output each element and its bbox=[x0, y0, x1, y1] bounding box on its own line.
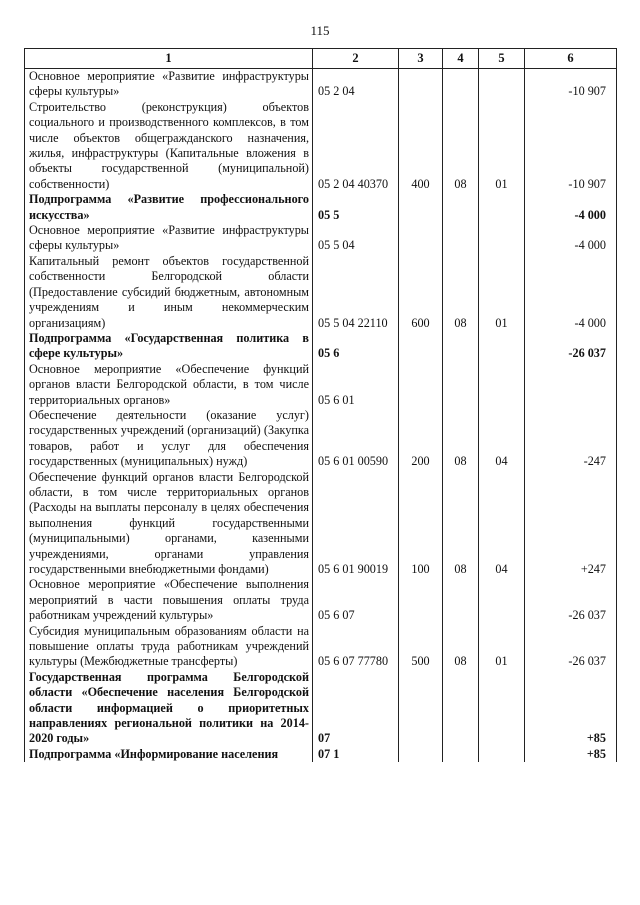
table-body bbox=[25, 69, 617, 763]
row-subsection-cell bbox=[479, 331, 525, 362]
row-section-cell bbox=[443, 362, 479, 408]
row-name-cell: Подпрограмма «Государственная политика в сфере культуры» bbox=[25, 331, 313, 362]
column-header-pr: 5 bbox=[479, 49, 525, 69]
row-code-cell: 05 5 04 bbox=[313, 223, 399, 254]
table-row bbox=[25, 670, 617, 747]
row-code-cell: 05 2 04 40370 bbox=[313, 100, 399, 192]
row-subsection-cell bbox=[479, 223, 525, 254]
row-amount-cell: -10 907 bbox=[525, 100, 617, 192]
row-amount-cell: -247 bbox=[525, 408, 617, 470]
table-row bbox=[25, 331, 617, 362]
column-header-name: 1 bbox=[25, 49, 313, 69]
row-name-cell: Основное мероприятие «Развитие инфраструктуры сферы культуры» bbox=[25, 69, 313, 100]
row-section-cell bbox=[443, 577, 479, 623]
row-expense-type-cell bbox=[399, 331, 443, 362]
table-row bbox=[25, 223, 617, 254]
row-subsection-cell: 01 bbox=[479, 100, 525, 192]
table-row bbox=[25, 577, 617, 623]
table-row bbox=[25, 408, 617, 470]
row-subsection-cell bbox=[479, 192, 525, 223]
row-code-cell: 05 6 07 77780 bbox=[313, 624, 399, 670]
row-name-cell: Капитальный ремонт объектов государственной собственности Белгородской области (Предоставление субсидий бюджетным, автономным учреждениям и иным некоммерческим организациям) bbox=[25, 254, 313, 331]
row-expense-type-cell bbox=[399, 192, 443, 223]
row-amount-cell: +85 bbox=[525, 670, 617, 747]
row-section-cell: 08 bbox=[443, 624, 479, 670]
row-name-cell: Основное мероприятие «Обеспечение выполнения мероприятий в части повышения оплаты труда работникам учреждений культуры» bbox=[25, 577, 313, 623]
row-amount-cell: -4 000 bbox=[525, 192, 617, 223]
row-name-cell: Подпрограмма «Развитие профессионального искусства» bbox=[25, 192, 313, 223]
row-expense-type-cell bbox=[399, 223, 443, 254]
row-subsection-cell bbox=[479, 747, 525, 762]
row-name-cell: Субсидия муниципальным образованиям области на повышение оплаты труда работникам учреждений культуры (Межбюджетные трансферты) bbox=[25, 624, 313, 670]
row-code-cell: 05 6 01 bbox=[313, 362, 399, 408]
table-row bbox=[25, 254, 617, 331]
row-subsection-cell: 01 bbox=[479, 254, 525, 331]
budget-table bbox=[24, 48, 617, 762]
row-section-cell bbox=[443, 192, 479, 223]
table-row bbox=[25, 100, 617, 192]
row-name-cell: Строительство (реконструкция) объектов социального и производственного комплексов, в том числе объектов общегражданского назначения, жилья, инфраструктуры (Капитальные вложения в объекты государственной (муниципальной) собственности) bbox=[25, 100, 313, 192]
page-number: 115 bbox=[310, 23, 330, 38]
row-subsection-cell bbox=[479, 577, 525, 623]
header-row bbox=[25, 49, 617, 69]
row-amount-cell: -4 000 bbox=[525, 223, 617, 254]
row-expense-type-cell bbox=[399, 670, 443, 747]
row-code-cell: 07 bbox=[313, 670, 399, 747]
column-header-rz: 4 bbox=[443, 49, 479, 69]
column-header-vr: 3 bbox=[399, 49, 443, 69]
table-row bbox=[25, 69, 617, 100]
row-section-cell bbox=[443, 331, 479, 362]
row-subsection-cell bbox=[479, 69, 525, 100]
row-expense-type-cell: 600 bbox=[399, 254, 443, 331]
table-row bbox=[25, 192, 617, 223]
row-expense-type-cell bbox=[399, 577, 443, 623]
table-row bbox=[25, 470, 617, 578]
row-name-cell: Государственная программа Белгородской области «Обеспечение населения Белгородской области информацией о приоритетных направлениях региональной политики на 2014-2020 годы» bbox=[25, 670, 313, 747]
row-subsection-cell: 04 bbox=[479, 408, 525, 470]
row-section-cell: 08 bbox=[443, 254, 479, 331]
row-subsection-cell: 04 bbox=[479, 470, 525, 578]
row-name-cell: Подпрограмма «Информирование населения bbox=[25, 747, 313, 762]
row-name-cell: Основное мероприятие «Развитие инфраструктуры сферы культуры» bbox=[25, 223, 313, 254]
table-row bbox=[25, 362, 617, 408]
row-code-cell: 05 6 01 00590 bbox=[313, 408, 399, 470]
row-name-cell: Основное мероприятие «Обеспечение функций органов власти Белгородской области, в том числе территориальных органов» bbox=[25, 362, 313, 408]
row-code-cell: 05 5 04 22110 bbox=[313, 254, 399, 331]
row-section-cell: 08 bbox=[443, 470, 479, 578]
row-subsection-cell: 01 bbox=[479, 624, 525, 670]
row-section-cell bbox=[443, 670, 479, 747]
row-expense-type-cell: 100 bbox=[399, 470, 443, 578]
row-expense-type-cell: 200 bbox=[399, 408, 443, 470]
row-expense-type-cell: 400 bbox=[399, 100, 443, 192]
row-section-cell: 08 bbox=[443, 408, 479, 470]
row-code-cell: 05 6 01 90019 bbox=[313, 470, 399, 578]
row-amount-cell: -26 037 bbox=[525, 624, 617, 670]
row-expense-type-cell bbox=[399, 362, 443, 408]
row-expense-type-cell bbox=[399, 69, 443, 100]
row-amount-cell: -10 907 bbox=[525, 69, 617, 100]
row-name-cell: Обеспечение деятельности (оказание услуг) государственных учреждений (организаций) (Закупка товаров, работ и услуг для обеспечения государственных (муниципальных) нужд) bbox=[25, 408, 313, 470]
row-amount-cell bbox=[525, 362, 617, 408]
column-header-amount: 6 bbox=[525, 49, 617, 69]
row-code-cell: 05 5 bbox=[313, 192, 399, 223]
row-subsection-cell bbox=[479, 670, 525, 747]
row-amount-cell: +247 bbox=[525, 470, 617, 578]
table-header bbox=[25, 49, 617, 69]
row-expense-type-cell bbox=[399, 747, 443, 762]
row-code-cell: 05 2 04 bbox=[313, 69, 399, 100]
row-code-cell: 07 1 bbox=[313, 747, 399, 762]
row-section-cell bbox=[443, 223, 479, 254]
row-section-cell bbox=[443, 69, 479, 100]
column-header-code: 2 bbox=[313, 49, 399, 69]
row-code-cell: 05 6 bbox=[313, 331, 399, 362]
row-name-cell: Обеспечение функций органов власти Белгородской области, в том числе территориальных органов (Расходы на выплаты персоналу в целях обеспечения выполнения функций государственными (муниципальными) органами, казенными учреждениями, органами управления государственными внебюджетными фондами) bbox=[25, 470, 313, 578]
table-row bbox=[25, 624, 617, 670]
table-row bbox=[25, 747, 617, 762]
row-amount-cell: -4 000 bbox=[525, 254, 617, 331]
row-section-cell bbox=[443, 747, 479, 762]
row-amount-cell: -26 037 bbox=[525, 331, 617, 362]
row-subsection-cell bbox=[479, 362, 525, 408]
row-amount-cell: +85 bbox=[525, 747, 617, 762]
row-section-cell: 08 bbox=[443, 100, 479, 192]
row-expense-type-cell: 500 bbox=[399, 624, 443, 670]
row-amount-cell: -26 037 bbox=[525, 577, 617, 623]
row-code-cell: 05 6 07 bbox=[313, 577, 399, 623]
